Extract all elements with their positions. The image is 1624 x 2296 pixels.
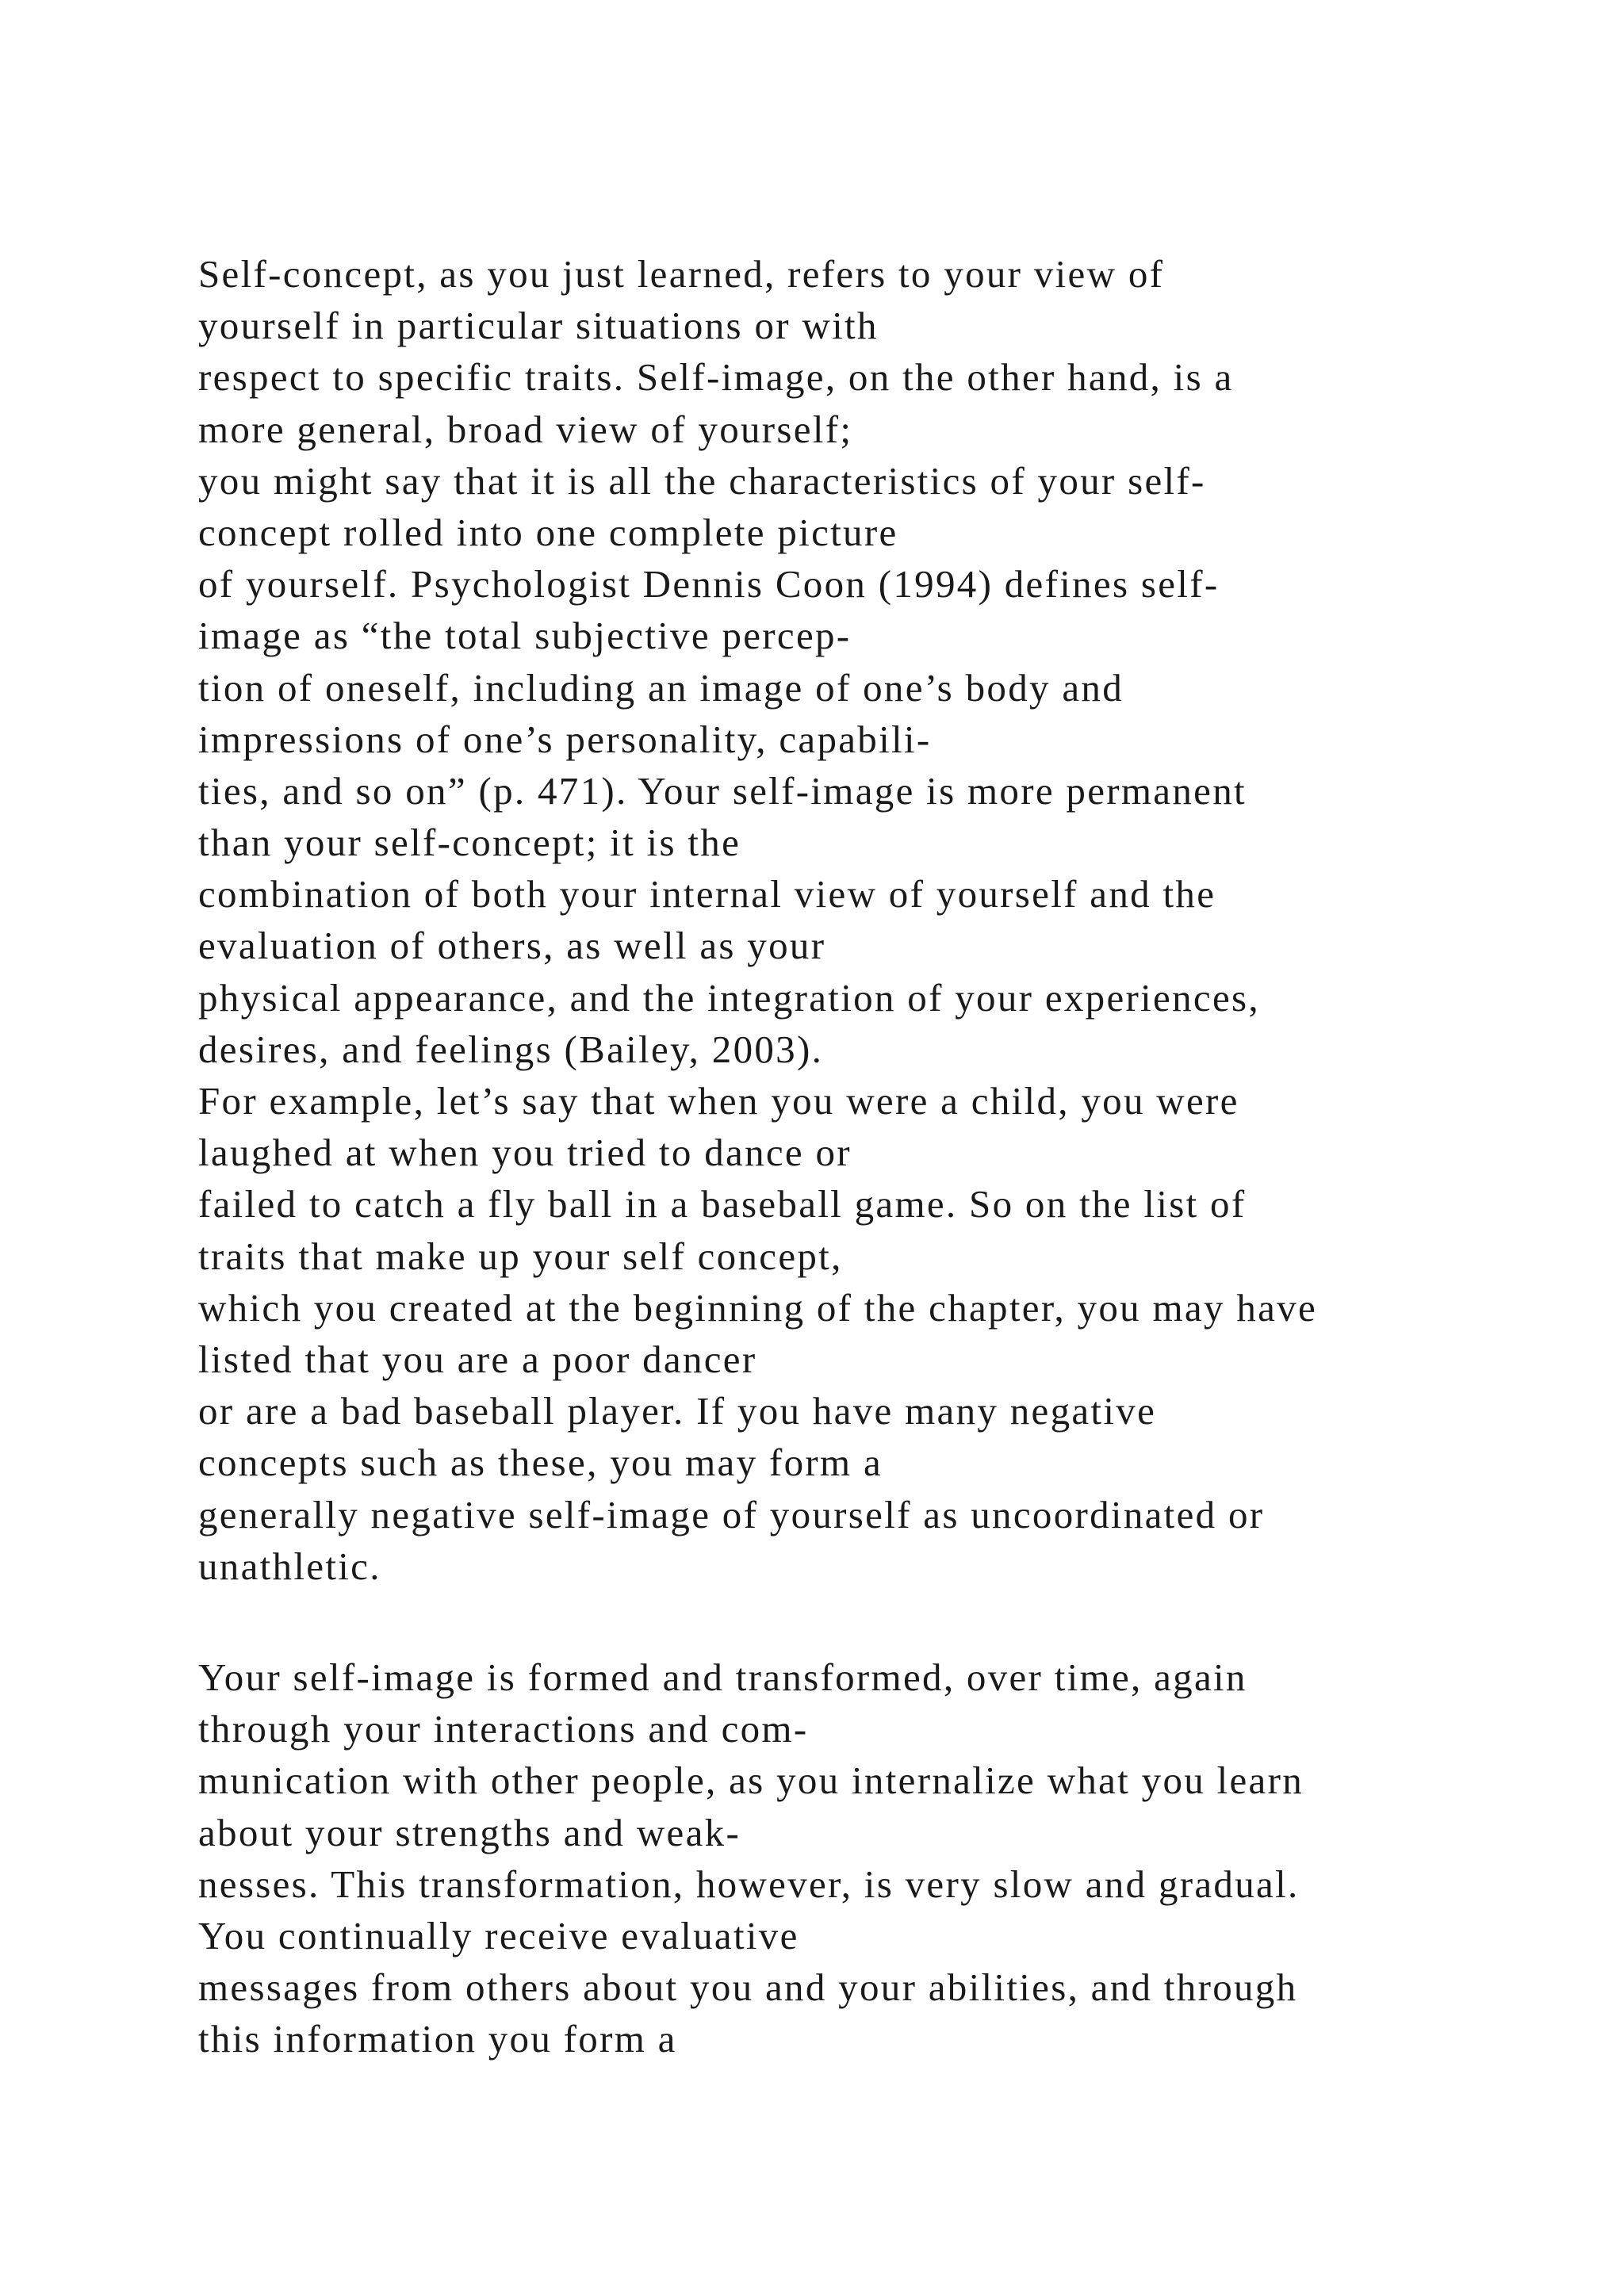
text-line: about your strengths and weak- — [198, 1810, 741, 1854]
text-line: this information you form a — [198, 2017, 677, 2061]
text-line: You continually receive evaluative — [198, 1913, 799, 1957]
text-line: combination of both your internal view of yourself and the — [198, 872, 1216, 916]
text-line: more general, broad view of yourself; — [198, 407, 853, 451]
text-line: through your interactions and com- — [198, 1707, 809, 1751]
text-line: impressions of one’s personality, capabili- — [198, 717, 932, 761]
text-line: yourself in particular situations or with — [198, 304, 879, 348]
text-line: generally negative self-image of yourself as uncoordinated or — [198, 1492, 1265, 1536]
text-line: Your self-image is formed and transformed, over time, again — [198, 1655, 1247, 1699]
text-line: nesses. This transformation, however, is very slow and gradual. — [198, 1862, 1300, 1906]
text-line: or are a bad baseball player. If you have many negative — [198, 1389, 1157, 1433]
text-line: munication with other people, as you internalize what you learn — [198, 1758, 1304, 1803]
text-line: concept rolled into one complete picture — [198, 510, 898, 554]
text-line: than your self-concept; it is the — [198, 821, 741, 865]
text-line: ties, and so on” (p. 471). Your self-image is more permanent — [198, 768, 1247, 813]
paragraph-self-image-formation — [198, 1651, 1546, 2065]
text-line: failed to catch a fly ball in a baseball game. So on the list of — [198, 1182, 1247, 1226]
text-line: messages from others about you and your abilities, and through — [198, 1965, 1298, 2010]
text-line: evaluation of others, as well as your — [198, 924, 826, 968]
text-line: you might say that it is all the characteristics of your self- — [198, 458, 1206, 503]
text-line: of yourself. Psychologist Dennis Coon (1994) defines self- — [198, 562, 1220, 607]
text-line: laughed at when you tried to dance or — [198, 1131, 852, 1175]
paragraph-self-image-definition — [198, 248, 1546, 1592]
text-line: Self-concept, as you just learned, refers to your view of — [198, 252, 1165, 296]
text-line: which you created at the beginning of the chapter, you may have — [198, 1285, 1318, 1330]
text-line: listed that you are a poor dancer — [198, 1337, 757, 1381]
text-line: physical appearance, and the integration of your experiences, — [198, 975, 1260, 1020]
text-line: traits that make up your self concept, — [198, 1234, 843, 1278]
text-line: unathletic. — [198, 1544, 381, 1588]
text-line: desires, and feelings (Bailey, 2003). — [198, 1027, 824, 1071]
text-line: tion of oneself, including an image of one’s body and — [198, 665, 1124, 710]
text-line: For example, let’s say that when you were a child, you were — [198, 1079, 1239, 1123]
text-line: concepts such as these, you may form a — [198, 1441, 883, 1485]
text-line: respect to specific traits. Self-image, on the other hand, is a — [198, 355, 1234, 400]
text-line: image as “the total subjective percep- — [198, 614, 852, 658]
